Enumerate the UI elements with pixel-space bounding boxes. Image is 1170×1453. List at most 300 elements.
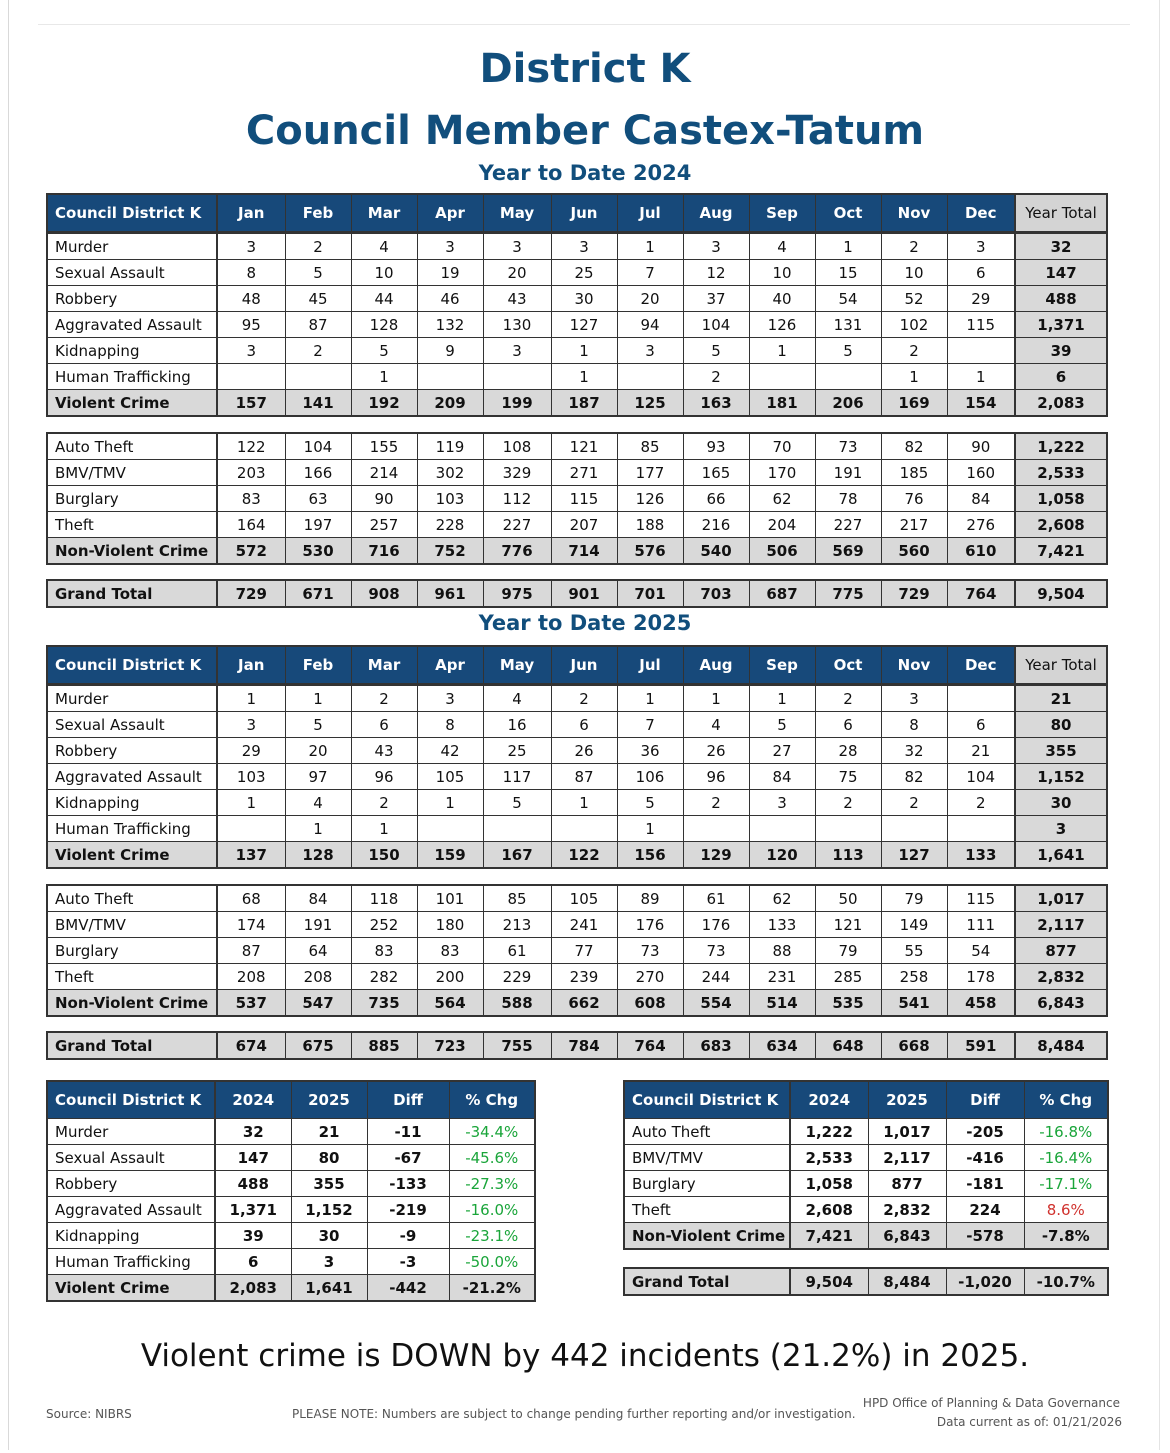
month-cell: 133 — [749, 912, 815, 938]
month-cell: Jul — [617, 194, 683, 232]
count-2025-cell: 877 — [868, 1171, 946, 1197]
table-row — [47, 712, 1107, 738]
month-cell: 10 — [749, 260, 815, 286]
count-2024-cell: 1,058 — [790, 1171, 868, 1197]
month-cell: 554 — [683, 990, 749, 1017]
year-total-cell: 1,058 — [1015, 486, 1107, 512]
month-cell: 73 — [617, 938, 683, 964]
grand-total-row — [47, 1032, 1107, 1059]
month-cell: 12 — [683, 260, 749, 286]
month-cell: 87 — [285, 312, 351, 338]
disclaimer-note: PLEASE NOTE: Numbers are subject to change pending further reporting and/or investigation. — [292, 1407, 856, 1421]
diff-cell: -1,020 — [946, 1268, 1024, 1295]
month-cell: 149 — [881, 912, 947, 938]
table-row — [47, 312, 1107, 338]
month-cell: 125 — [617, 390, 683, 417]
row-label: Sexual Assault — [47, 260, 217, 286]
month-cell: 535 — [815, 990, 881, 1017]
y2025-violent-table — [46, 684, 1108, 869]
row-label: Murder — [47, 685, 217, 712]
month-cell: 668 — [881, 1032, 947, 1059]
month-cell: 188 — [617, 512, 683, 538]
month-cell: 84 — [285, 885, 351, 912]
month-cell: 5 — [815, 338, 881, 364]
month-cell: 271 — [551, 460, 617, 486]
pct-change-cell: -7.8% — [1024, 1223, 1108, 1250]
row-label: Theft — [47, 512, 217, 538]
year-total-cell: 3 — [1015, 816, 1107, 842]
row-label: Violent Crime — [47, 842, 217, 869]
table-row — [47, 512, 1107, 538]
diff-cell: -3 — [367, 1249, 449, 1275]
table-row — [47, 685, 1107, 712]
month-cell: Jan — [217, 194, 285, 232]
row-label: Robbery — [47, 1171, 215, 1197]
month-cell: 1 — [749, 685, 815, 712]
month-cell: Aug — [683, 194, 749, 232]
count-2024-cell: 2024 — [215, 1081, 291, 1119]
row-label: Theft — [47, 964, 217, 990]
month-cell: 1 — [285, 816, 351, 842]
month-cell: 458 — [947, 990, 1015, 1017]
table-row — [47, 433, 1107, 460]
row-label: Grand Total — [624, 1268, 790, 1295]
month-cell: 687 — [749, 580, 815, 607]
month-cell: 2 — [683, 364, 749, 390]
month-cell: 8 — [417, 712, 483, 738]
month-cell: 1 — [683, 685, 749, 712]
month-cell: 79 — [815, 938, 881, 964]
row-label: Human Trafficking — [47, 816, 217, 842]
count-2025-cell: 2025 — [291, 1081, 367, 1119]
month-cell: 26 — [551, 738, 617, 764]
month-cell: 901 — [551, 580, 617, 607]
y2024-violent-table — [46, 232, 1108, 417]
month-cell: 156 — [617, 842, 683, 869]
month-cell: 85 — [483, 885, 551, 912]
table-row — [47, 260, 1107, 286]
month-cell: 2 — [351, 685, 417, 712]
month-cell: 5 — [351, 338, 417, 364]
comparison-table-violent — [46, 1080, 536, 1302]
month-cell: 6 — [351, 712, 417, 738]
month-cell: 8 — [881, 712, 947, 738]
table-row — [624, 1171, 1108, 1197]
month-cell: 101 — [417, 885, 483, 912]
month-cell — [749, 364, 815, 390]
month-cell: 128 — [351, 312, 417, 338]
year-total-cell: Year Total — [1015, 194, 1107, 232]
month-cell: 1 — [551, 364, 617, 390]
month-cell: 130 — [483, 312, 551, 338]
month-cell: 3 — [551, 233, 617, 260]
month-cell: Jan — [217, 646, 285, 684]
month-cell — [417, 816, 483, 842]
month-cell: 228 — [417, 512, 483, 538]
month-cell: 662 — [551, 990, 617, 1017]
month-cell: 1 — [417, 790, 483, 816]
month-cell: 105 — [551, 885, 617, 912]
diff-cell: Diff — [367, 1081, 449, 1119]
month-cell: 784 — [551, 1032, 617, 1059]
month-cell: 5 — [749, 712, 815, 738]
month-cell: 729 — [881, 580, 947, 607]
month-cell: 3 — [617, 338, 683, 364]
y2025-header-table — [46, 645, 1108, 685]
month-cell: 885 — [351, 1032, 417, 1059]
month-cell: 214 — [351, 460, 417, 486]
month-cell: 187 — [551, 390, 617, 417]
count-2025-cell: 8,484 — [868, 1268, 946, 1295]
month-cell — [483, 364, 551, 390]
month-cell: 564 — [417, 990, 483, 1017]
month-cell: 185 — [881, 460, 947, 486]
month-cell: 671 — [285, 580, 351, 607]
row-label: Aggravated Assault — [47, 764, 217, 790]
month-cell: 154 — [947, 390, 1015, 417]
year-total-cell: 355 — [1015, 738, 1107, 764]
month-cell: 1 — [351, 364, 417, 390]
month-cell: 2 — [947, 790, 1015, 816]
pct-change-cell: -10.7% — [1024, 1268, 1108, 1295]
month-cell: 166 — [285, 460, 351, 486]
month-cell: 180 — [417, 912, 483, 938]
count-2024-cell: 147 — [215, 1145, 291, 1171]
month-cell: 216 — [683, 512, 749, 538]
month-cell — [881, 816, 947, 842]
month-cell: 735 — [351, 990, 417, 1017]
month-cell: 258 — [881, 964, 947, 990]
month-cell: 608 — [617, 990, 683, 1017]
month-cell: 78 — [815, 486, 881, 512]
row-label: Robbery — [47, 738, 217, 764]
month-cell: 96 — [683, 764, 749, 790]
month-cell: 683 — [683, 1032, 749, 1059]
month-cell: 79 — [881, 885, 947, 912]
month-cell: 103 — [417, 486, 483, 512]
month-cell: 506 — [749, 538, 815, 565]
month-cell: 576 — [617, 538, 683, 565]
month-cell: 610 — [947, 538, 1015, 565]
month-cell: 120 — [749, 842, 815, 869]
table-row — [47, 964, 1107, 990]
month-cell: 2 — [683, 790, 749, 816]
month-cell: 203 — [217, 460, 285, 486]
month-cell: 703 — [683, 580, 749, 607]
table-row — [47, 1145, 535, 1171]
table-row — [47, 764, 1107, 790]
year-total-cell: 1,641 — [1015, 842, 1107, 869]
month-cell: 28 — [815, 738, 881, 764]
month-cell: 178 — [947, 964, 1015, 990]
month-cell: 96 — [351, 764, 417, 790]
month-cell: 121 — [551, 433, 617, 460]
row-label: Murder — [47, 1119, 215, 1145]
year-total-cell: 2,117 — [1015, 912, 1107, 938]
month-cell: 1 — [617, 685, 683, 712]
month-cell: 241 — [551, 912, 617, 938]
count-2025-cell: 30 — [291, 1223, 367, 1249]
month-cell: 127 — [881, 842, 947, 869]
row-label: Violent Crime — [47, 1275, 215, 1302]
table-row — [47, 938, 1107, 964]
table-row — [47, 1249, 535, 1275]
month-cell: 170 — [749, 460, 815, 486]
month-cell: 3 — [749, 790, 815, 816]
month-cell: 36 — [617, 738, 683, 764]
table-row — [47, 460, 1107, 486]
month-cell: 160 — [947, 460, 1015, 486]
diff-cell: 224 — [946, 1197, 1024, 1223]
year-total-cell: 7,421 — [1015, 538, 1107, 565]
month-cell: 197 — [285, 512, 351, 538]
month-cell — [947, 685, 1015, 712]
month-cell: 252 — [351, 912, 417, 938]
month-cell: Apr — [417, 194, 483, 232]
month-cell: 204 — [749, 512, 815, 538]
month-cell: 3 — [483, 233, 551, 260]
month-cell: 126 — [749, 312, 815, 338]
month-cell: 6 — [947, 260, 1015, 286]
month-cell: 37 — [683, 286, 749, 312]
month-cell: 257 — [351, 512, 417, 538]
row-label: Kidnapping — [47, 790, 217, 816]
month-cell: 94 — [617, 312, 683, 338]
month-cell: 132 — [417, 312, 483, 338]
row-label: Burglary — [624, 1171, 790, 1197]
month-cell: 21 — [947, 738, 1015, 764]
month-cell: 3 — [483, 338, 551, 364]
month-cell — [947, 338, 1015, 364]
month-cell: Oct — [815, 194, 881, 232]
diff-cell: -9 — [367, 1223, 449, 1249]
month-cell: 164 — [217, 512, 285, 538]
month-cell: Aug — [683, 646, 749, 684]
month-cell: 3 — [217, 712, 285, 738]
month-cell: 133 — [947, 842, 1015, 869]
month-cell: 206 — [815, 390, 881, 417]
diff-cell: -416 — [946, 1145, 1024, 1171]
row-label: Aggravated Assault — [47, 312, 217, 338]
month-cell: 547 — [285, 990, 351, 1017]
month-cell: 177 — [617, 460, 683, 486]
data-current-date: Data current as of: 01/21/2026 — [936, 1415, 1122, 1429]
month-cell: Feb — [285, 646, 351, 684]
year-total-cell: 32 — [1015, 233, 1107, 260]
month-cell: 115 — [947, 885, 1015, 912]
month-cell: 1 — [551, 338, 617, 364]
row-label: Robbery — [47, 286, 217, 312]
month-cell: 1 — [217, 790, 285, 816]
month-cell: 7 — [617, 260, 683, 286]
month-cell: 229 — [483, 964, 551, 990]
month-cell: 84 — [947, 486, 1015, 512]
header-row — [624, 1081, 1108, 1119]
month-cell: 68 — [217, 885, 285, 912]
month-cell: 121 — [815, 912, 881, 938]
table-row — [47, 1119, 535, 1145]
month-cell: 122 — [217, 433, 285, 460]
month-cell: 129 — [683, 842, 749, 869]
month-cell: 285 — [815, 964, 881, 990]
row-label: Non-Violent Crime — [47, 990, 217, 1017]
month-cell: 1 — [617, 233, 683, 260]
month-cell: 514 — [749, 990, 815, 1017]
month-cell: 40 — [749, 286, 815, 312]
month-cell: 104 — [947, 764, 1015, 790]
month-cell: 63 — [285, 486, 351, 512]
month-cell: 176 — [683, 912, 749, 938]
month-cell: Nov — [881, 646, 947, 684]
month-cell: 3 — [881, 685, 947, 712]
year-total-cell: 2,608 — [1015, 512, 1107, 538]
month-cell: 73 — [683, 938, 749, 964]
month-cell: 729 — [217, 580, 285, 607]
month-cell: 208 — [285, 964, 351, 990]
table-row — [624, 1145, 1108, 1171]
month-cell: 908 — [351, 580, 417, 607]
y2024-grand-total-table — [46, 579, 1108, 608]
month-cell: 2 — [881, 233, 947, 260]
month-cell: 537 — [217, 990, 285, 1017]
month-cell: 20 — [483, 260, 551, 286]
month-cell: 44 — [351, 286, 417, 312]
month-cell — [683, 816, 749, 842]
month-cell: 64 — [285, 938, 351, 964]
month-cell — [551, 816, 617, 842]
month-cell: 118 — [351, 885, 417, 912]
month-cell: 104 — [683, 312, 749, 338]
month-cell: 276 — [947, 512, 1015, 538]
year-total-cell: 9,504 — [1015, 580, 1107, 607]
month-cell: 4 — [285, 790, 351, 816]
year-total-cell: 2,083 — [1015, 390, 1107, 417]
count-2025-cell: 355 — [291, 1171, 367, 1197]
month-cell: 73 — [815, 433, 881, 460]
month-cell: 20 — [617, 286, 683, 312]
count-2024-cell: 2,083 — [215, 1275, 291, 1302]
row-label: Grand Total — [47, 1032, 217, 1059]
section-title-2024: Year to Date 2024 — [478, 161, 692, 185]
month-cell: 209 — [417, 390, 483, 417]
count-2025-cell: 6,843 — [868, 1223, 946, 1250]
table-row — [624, 1197, 1108, 1223]
month-cell: 25 — [551, 260, 617, 286]
month-cell: 217 — [881, 512, 947, 538]
month-cell: Sep — [749, 646, 815, 684]
month-cell: 117 — [483, 764, 551, 790]
month-cell: 755 — [483, 1032, 551, 1059]
month-cell: 62 — [749, 885, 815, 912]
month-cell: 119 — [417, 433, 483, 460]
year-total-cell: 8,484 — [1015, 1032, 1107, 1059]
month-cell: 61 — [483, 938, 551, 964]
year-total-cell: 30 — [1015, 790, 1107, 816]
comparison-grand-total — [623, 1267, 1109, 1296]
month-cell: 93 — [683, 433, 749, 460]
month-cell: 764 — [947, 580, 1015, 607]
month-cell: 588 — [483, 990, 551, 1017]
month-cell: Dec — [947, 646, 1015, 684]
summary-statement: Violent crime is DOWN by 442 incidents (21.2%) in 2025. — [140, 1338, 1030, 1374]
month-cell: 2 — [551, 685, 617, 712]
table-row — [47, 1275, 535, 1302]
pct-change-cell: -21.2% — [449, 1275, 535, 1302]
month-cell: 83 — [417, 938, 483, 964]
table-row — [47, 990, 1107, 1017]
row-label: Theft — [624, 1197, 790, 1223]
row-label: Council District K — [47, 1081, 215, 1119]
month-cell: Dec — [947, 194, 1015, 232]
year-total-cell: 1,017 — [1015, 885, 1107, 912]
month-cell: 97 — [285, 764, 351, 790]
comparison-table-nonviolent — [623, 1080, 1109, 1250]
month-cell: 231 — [749, 964, 815, 990]
y2024-nonviolent-table — [46, 432, 1108, 565]
pct-change-cell: -16.0% — [449, 1197, 535, 1223]
table-row — [47, 738, 1107, 764]
month-cell: 127 — [551, 312, 617, 338]
pct-change-cell: -50.0% — [449, 1249, 535, 1275]
pct-change-cell: -34.4% — [449, 1119, 535, 1145]
diff-cell: -67 — [367, 1145, 449, 1171]
month-cell: 1 — [815, 233, 881, 260]
row-label: Human Trafficking — [47, 364, 217, 390]
month-cell: 89 — [617, 885, 683, 912]
month-cell: 131 — [815, 312, 881, 338]
month-cell — [285, 364, 351, 390]
month-cell — [617, 364, 683, 390]
month-cell: 1 — [351, 816, 417, 842]
row-label: Kidnapping — [47, 338, 217, 364]
month-cell: 213 — [483, 912, 551, 938]
month-cell: 674 — [217, 1032, 285, 1059]
grand-total-row — [47, 580, 1107, 607]
count-2024-cell: 9,504 — [790, 1268, 868, 1295]
month-cell: 50 — [815, 885, 881, 912]
count-2025-cell: 1,017 — [868, 1119, 946, 1145]
month-cell: 530 — [285, 538, 351, 565]
month-cell: 1 — [217, 685, 285, 712]
month-cell: 1 — [285, 685, 351, 712]
page-title: District K — [479, 46, 691, 92]
month-cell: 25 — [483, 738, 551, 764]
month-cell — [217, 364, 285, 390]
month-cell: 42 — [417, 738, 483, 764]
header-row — [47, 194, 1107, 232]
diff-cell: -181 — [946, 1171, 1024, 1197]
month-cell: 329 — [483, 460, 551, 486]
month-cell: 77 — [551, 938, 617, 964]
month-cell: 191 — [285, 912, 351, 938]
month-cell — [947, 816, 1015, 842]
month-cell: 66 — [683, 486, 749, 512]
month-cell: 54 — [815, 286, 881, 312]
month-cell: 174 — [217, 912, 285, 938]
month-cell: 591 — [947, 1032, 1015, 1059]
year-total-cell: 877 — [1015, 938, 1107, 964]
source-note: Source: NIBRS — [46, 1407, 132, 1421]
row-label: Sexual Assault — [47, 1145, 215, 1171]
pct-change-cell: 8.6% — [1024, 1197, 1108, 1223]
diff-cell: -205 — [946, 1119, 1024, 1145]
month-cell: 16 — [483, 712, 551, 738]
month-cell: 5 — [285, 260, 351, 286]
section-title-2025: Year to Date 2025 — [478, 611, 692, 635]
pct-change-cell: % Chg — [449, 1081, 535, 1119]
month-cell: 227 — [483, 512, 551, 538]
table-row — [47, 338, 1107, 364]
